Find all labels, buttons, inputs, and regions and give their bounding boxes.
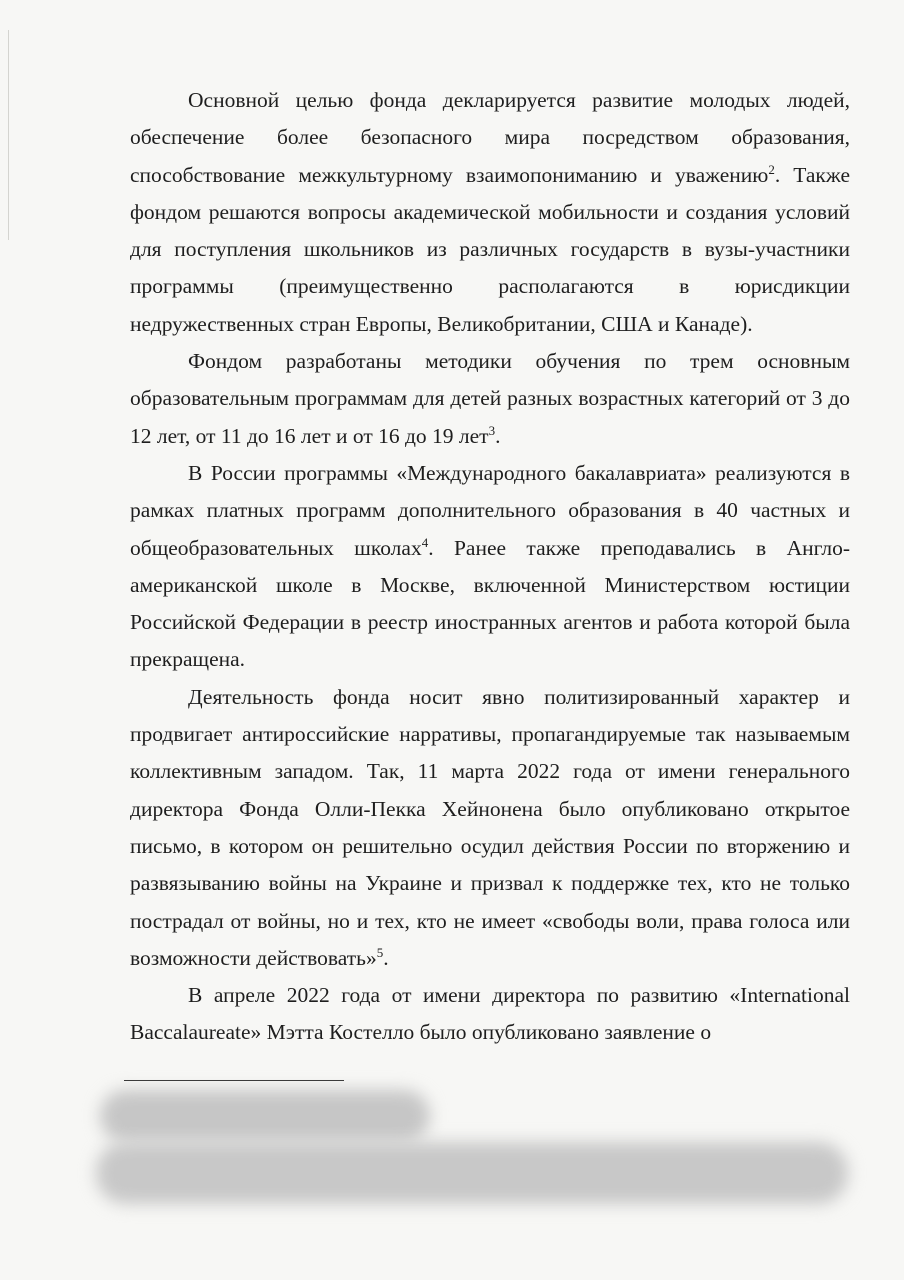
- redacted-footnote-block: [96, 1142, 848, 1204]
- paragraph-5: В апреле 2022 года от имени директора по развитию «International Baccalaureate» Мэтта Костелло было опубликовано заявление о: [130, 983, 850, 1045]
- paragraph-1: Основной целью фонда декларируется развитие молодых людей, обеспечение более безопасного мира посредством образования, способствование межкультурному взаимопониманию и уважению$^2$. Также фондом решаются вопросы академической мобильности и создания условий для поступления школьников из различных государств в вузы-участники программы (преимущественно располагаются в юрисдикции недружественных стран Европы, Великобритании, США и Канаде).: [130, 88, 850, 336]
- paragraph-3: В России программы «Международного бакалавриата» реализуются в рамках платных программ дополнительного образования в 40 частных и общеобразовательных школах$^4$. Ранее также преподавались в Англо-американской школе в Москве, включенной Министерством юстиции Российской Федерации в реестр иностранных агентов и работа которой была прекращена.: [130, 460, 850, 672]
- footnote-ref-5: 5: [376, 944, 384, 960]
- footnote-ref-4: 4: [421, 534, 429, 550]
- footnote-separator: [124, 1080, 344, 1081]
- scan-edge-line: [8, 30, 9, 240]
- footnote-ref-3: 3: [488, 422, 496, 438]
- footnote-ref-2: 2: [768, 161, 775, 177]
- paragraph-4: Деятельность фонда носит явно политизированный характер и продвигает антироссийские нарративы, пропагандируемые так называемым коллективным западом. Так, 11 марта 2022 года от имени генерального директора Фонда Олли-Пекка Хейнонена было опубликовано открытое письмо, в котором он решительно осудил действия России по вторжению и развязыванию войны на Украине и призвал к поддержке тех, кто не только пострадал от войны, но и тех, кто не имеет «свободы воли, права голоса или возможности действовать»$^5$.: [130, 684, 850, 970]
- document-body: [130, 82, 850, 1052]
- redacted-footnote-block: [100, 1090, 430, 1142]
- paragraph-2: Фондом разработаны методики обучения по трем основным образовательным программам для детей разных возрастных категорий от 3 до 12 лет, от 11 до 16 лет и от 16 до 19 лет$^3$.: [130, 349, 850, 448]
